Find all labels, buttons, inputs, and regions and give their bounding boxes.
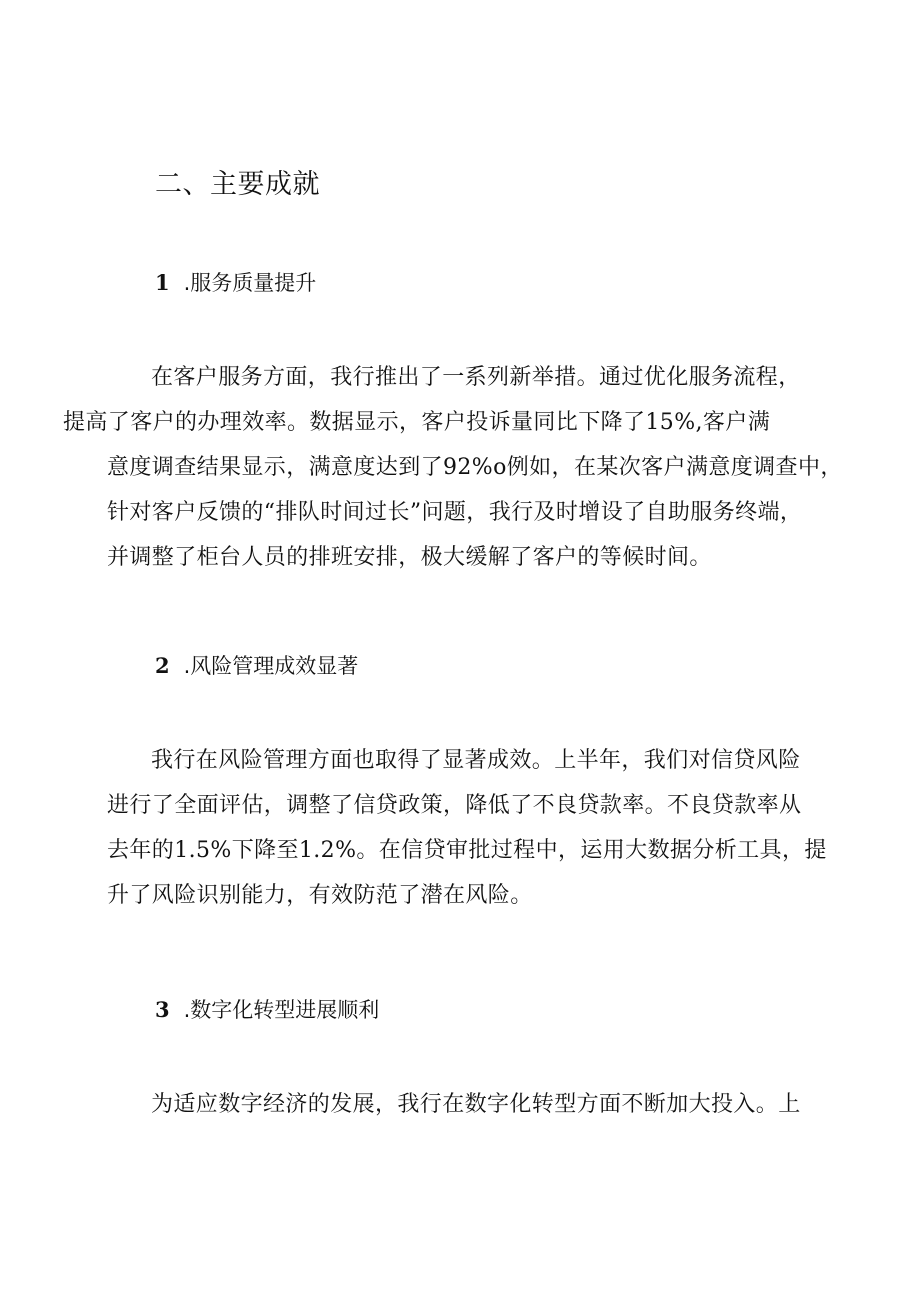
subheading-title: .服务质量提升 [183,271,317,295]
paragraph-line: 升了风险识别能力，有效防范了潜在风险。 [107,883,533,908]
paragraph-line: 针对客户反馈的“排队时间过长”问题，我行及时增设了自助服务终端， [107,500,803,525]
paragraph-risk-management [107,738,827,918]
section-heading: 二、主要成就 [155,169,320,200]
paragraph-digital-transformation [107,1082,823,1127]
subheading-title: .数字化转型进展顺利 [183,998,380,1022]
paragraph-line: 提高了客户的办理效率。数据显示，客户投诉量同比下降了15%,客户满 [63,410,771,435]
subheading-number: 3 [155,997,170,1022]
paragraph-line: 并调整了柜台人员的排班安排，极大缓解了客户的等候时间。 [107,545,712,570]
subheading-risk-management [155,649,358,683]
paragraph-line: 为适应数字经济的发展，我行在数字化转型方面不断加大投入。上 [151,1092,801,1117]
paragraph-line: 进行了全面评估，调整了信贷政策，降低了不良贷款率。不良贷款率从 [107,793,802,818]
subheading-title: .风险管理成效显著 [183,654,359,678]
subheading-number: 1 [155,270,170,295]
subheading-service-quality [155,266,316,300]
subheading-digital-transformation [155,993,379,1027]
paragraph-service-quality [63,355,843,580]
paragraph-line: 我行在风险管理方面也取得了显著成效。上半年，我们对信贷风险 [151,748,801,773]
subheading-number: 2 [155,653,170,678]
paragraph-line: 在客户服务方面，我行推出了一系列新举措。通过优化服务流程， [151,365,801,390]
paragraph-line: 去年的1.5%下降至1.2%。在信贷审批过程中，运用大数据分析工具，提 [107,838,827,863]
paragraph-line: 意度调查结果显示，满意度达到了92%o例如，在某次客户满意度调查中， [107,455,843,480]
